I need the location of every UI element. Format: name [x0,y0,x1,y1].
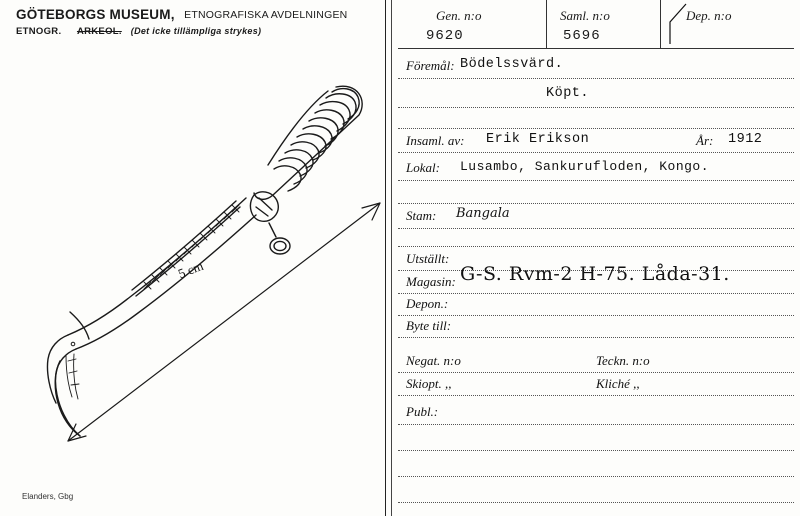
card-edge-line [391,0,392,516]
rule-2 [398,107,794,108]
byte-till-label: Byte till: [406,318,452,333]
rule-1 [398,78,794,79]
skiopt-label: Skiopt. ,, [406,376,452,391]
printer-credit: Elanders, Gbg [22,492,74,501]
etnogr-label: ETNOGR. [16,26,62,37]
foremal-continuation-value: Köpt. [546,86,590,101]
panel-divider-line [385,0,386,516]
rule-16 [398,450,794,451]
teckn-no-label: Teckn. n:o [596,353,650,368]
rule-15 [398,424,794,425]
rule-10 [398,293,794,294]
rule-4 [398,152,794,153]
ar-value: 1912 [728,132,763,147]
dep-no-label: Dep. n:o [686,8,732,23]
lokal-value: Lusambo, Sankurufloden, Kongo. [460,159,710,174]
foremal-label: Föremål: [406,58,455,73]
saml-no-value: 5696 [563,28,601,44]
museum-title: GÖTEBORGS MUSEUM, [16,7,175,22]
magasin-label: Magasin: [406,274,456,289]
dep-no-slash [666,2,690,46]
rule-18 [398,502,794,503]
rule-8 [398,246,794,247]
catalogue-card [398,0,794,516]
rule-13 [398,372,794,373]
publ-label: Publ.: [406,404,439,419]
insaml-av-value: Erik Erikson [486,132,590,147]
depon-label: Depon.: [406,296,449,311]
top-divider-2 [660,0,661,48]
rule-11 [398,315,794,316]
department-note: (Det icke tillämpliga strykes) [130,26,262,36]
insaml-av-label: Insaml. av: [406,133,465,148]
kliche-label: Kliché ,, [596,376,640,391]
rule-3 [398,128,794,129]
rule-5 [398,180,794,181]
gen-no-value: 9620 [426,28,464,44]
saml-no-label: Saml. n:o [560,8,610,23]
rule-14 [398,395,794,396]
museum-header [16,6,371,24]
scale-caption: 5 cm [175,257,206,282]
rule-top [398,48,794,49]
rule-12 [398,337,794,338]
museum-department: ETNOGRAFISKA AVDELNINGEN [184,9,348,21]
rule-7 [398,228,794,229]
stam-label: Stam: [406,208,437,223]
left-illustration-panel [0,0,385,516]
arkeol-label-struck: ARKEOL. [76,26,122,37]
negat-no-label: Negat. n:o [406,353,461,368]
utstallt-label: Utställt: [406,251,450,266]
rule-17 [398,476,794,477]
department-selector-row [16,26,376,37]
ar-label: År: [696,133,714,148]
magasin-value: G-S. Rvm-2 H-75. Låda-31. [460,263,730,285]
foremal-value: Bödelssvärd. [460,57,564,72]
gen-no-label: Gen. n:o [436,8,482,23]
rule-6 [398,203,794,204]
lokal-label: Lokal: [406,160,440,175]
top-divider-1 [546,0,547,48]
stam-value: Bangala [456,206,510,221]
